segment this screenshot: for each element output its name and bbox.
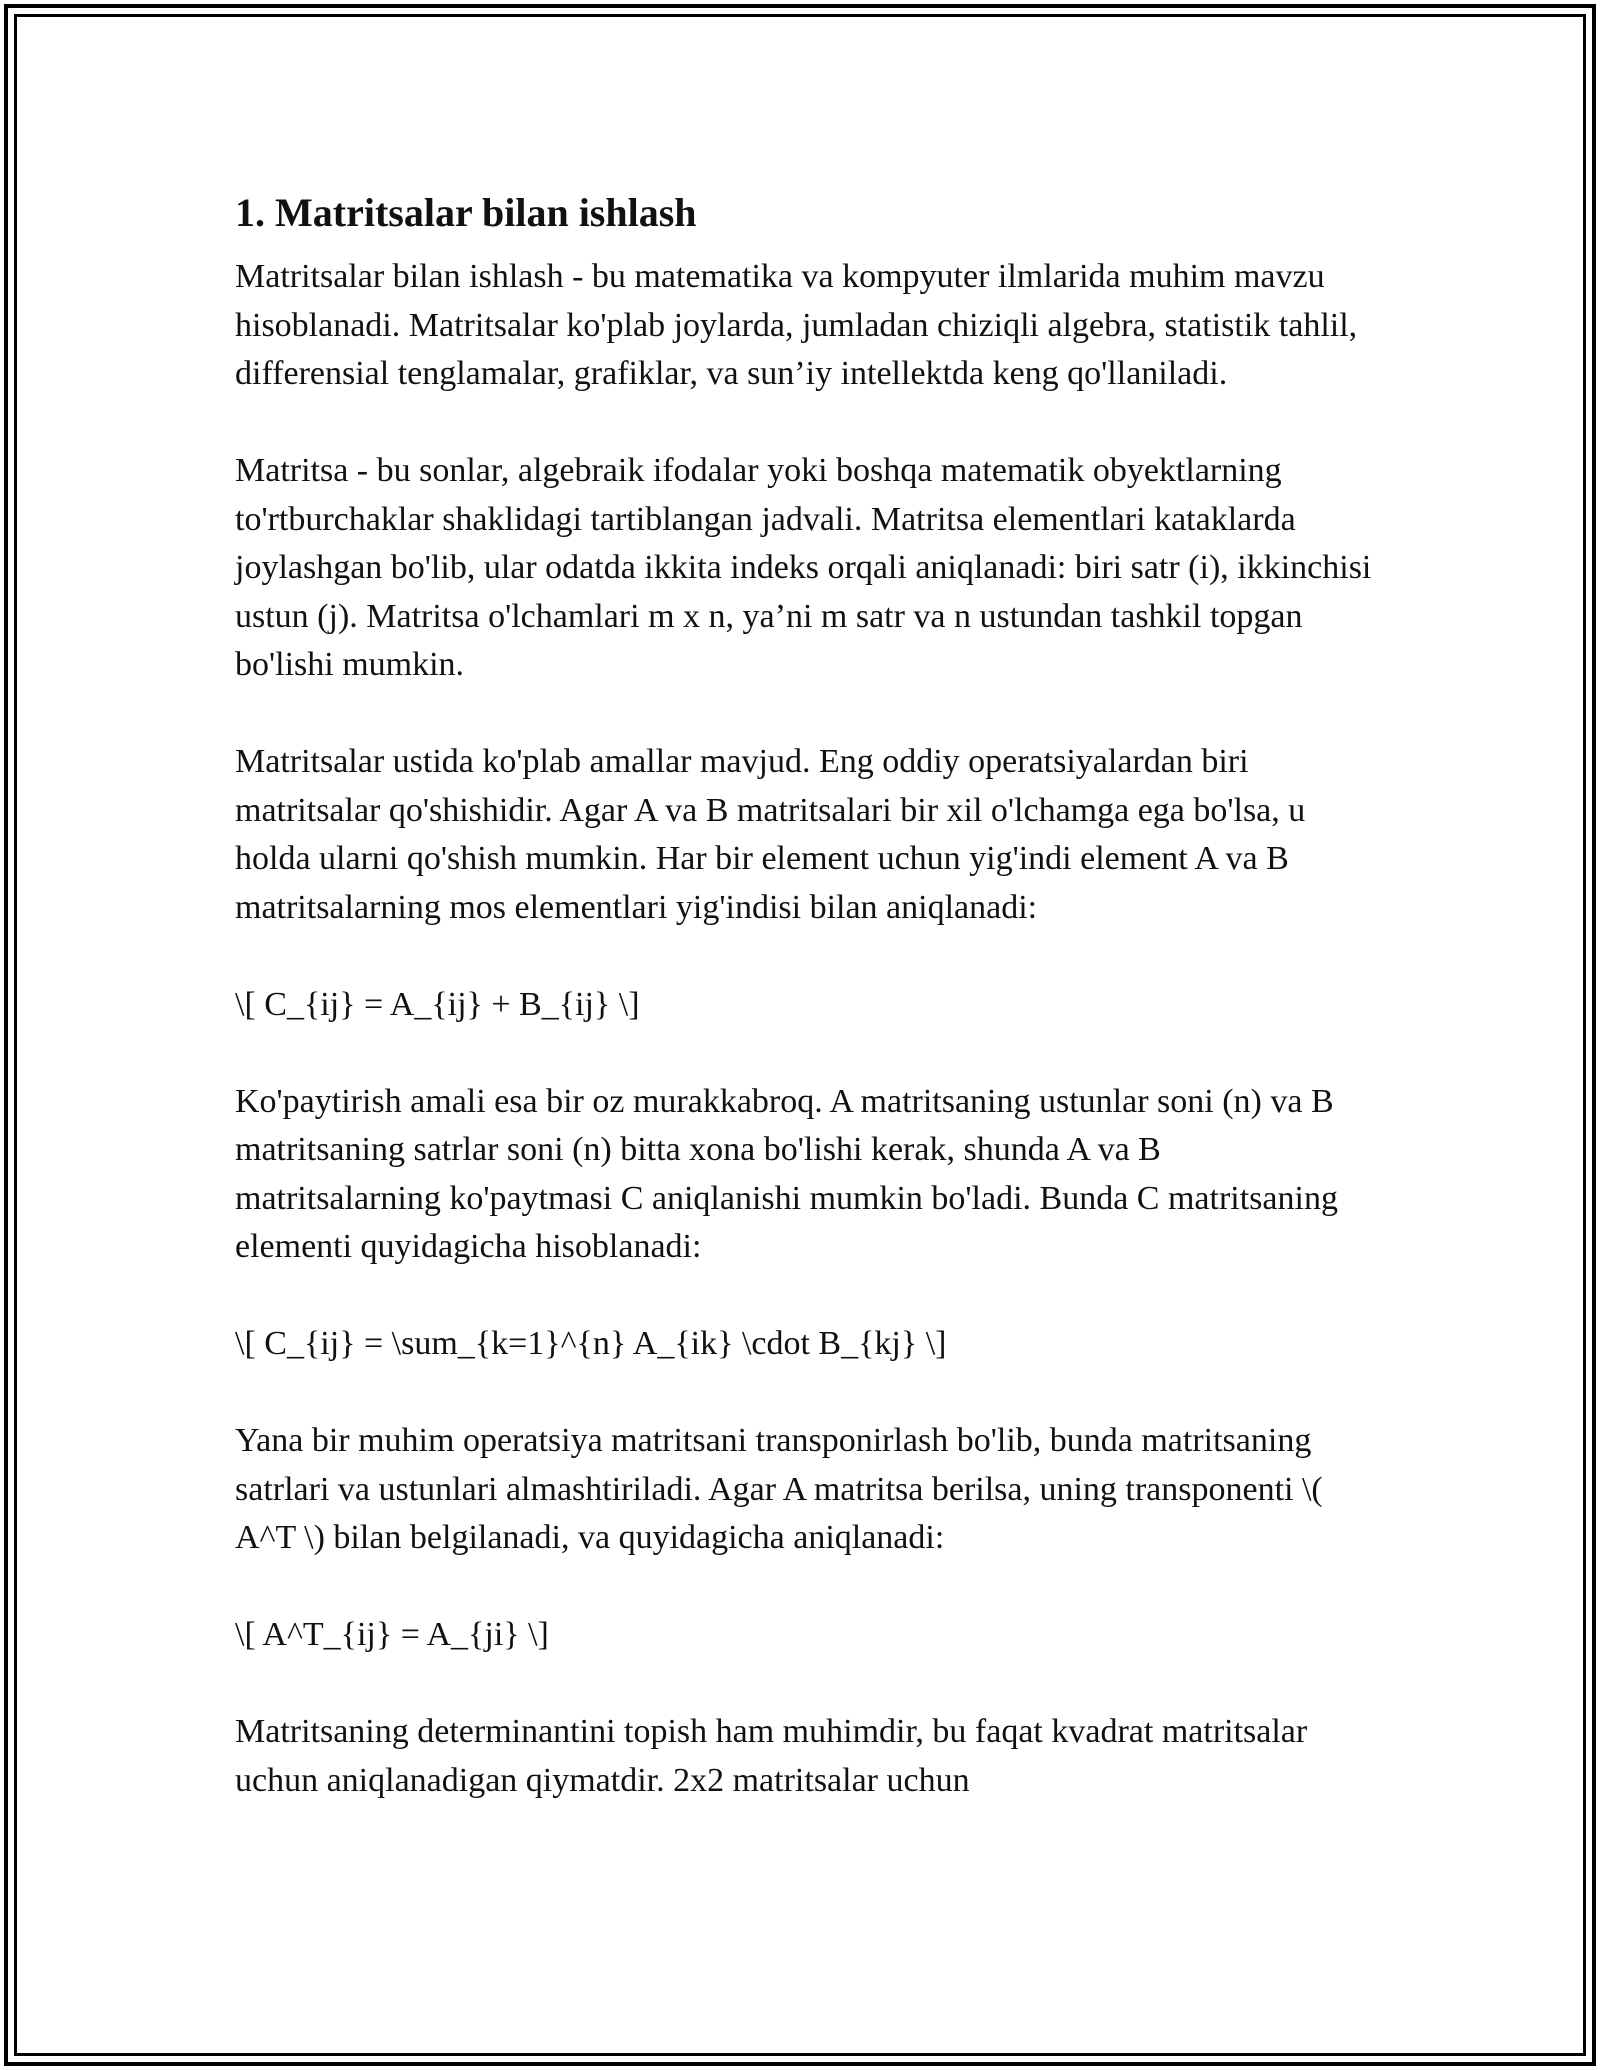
section-heading: 1. Matritsalar bilan ishlash: [235, 190, 697, 235]
spacer: [235, 932, 1375, 981]
paragraph-transpose: Yana bir muhim operatsiya matritsani transponirlash bo'lib, bunda matritsaning satrlari va ustunlari almashtiriladi. Agar A matritsa berilsa, uning transponenti \( A^T \) bilan belgilanadi, va quyidagicha aniqlanadi:: [235, 1422, 1323, 1556]
spacer: [235, 1029, 1375, 1078]
spacer: [235, 1369, 1375, 1418]
formula-addition: \[ C_{ij} = A_{ij} + B_{ij} \]: [235, 985, 640, 1023]
spacer: [235, 690, 1375, 739]
formula-transpose: \[ A^T_{ij} = A_{ji} \]: [235, 1616, 549, 1653]
spacer: [235, 1272, 1375, 1321]
paragraph-addition: Matritsalar ustida ko'plab amallar mavjud. Eng oddiy operatsiyalardan biri matritsalar qo'shishidir. Agar A va B matritsalari bir xil o'lchamga ega bo'lsa, u holda ularni qo'shish mumkin. Har bir element uchun yig'indi element A va B matritsalarning mos elementlari yig'indisi bilan aniqlanadi:: [235, 743, 1306, 926]
spacer: [235, 399, 1375, 448]
document-body: [235, 185, 1375, 1805]
paragraph-intro: Matritsalar bilan ishlash - bu matematika va kompyuter ilmlarida muhim mavzu hisoblanadi. Matritsalar ko'plab joylarda, jumladan chiziqli algebra, statistik tahlil, differensial tenglamalar, grafiklar, va sun’iy intellektda keng qo'llaniladi.: [235, 258, 1358, 392]
formula-multiplication: \[ C_{ij} = \sum_{k=1}^{n} A_{ik} \cdot B_{kj} \]: [235, 1325, 947, 1362]
paragraph-multiplication: Ko'paytirish amali esa bir oz murakkabroq. A matritsaning ustunlar soni (n) va B matritsaning satrlar soni (n) bitta xona bo'lishi kerak, shunda A va B matritsalarning ko'paytmasi C aniqlanishi mumkin bo'ladi. Bunda C matritsaning elementi quyidagicha hisoblanadi:: [235, 1082, 1338, 1265]
paragraph-matrix-definition: Matritsa - bu sonlar, algebraik ifodalar yoki boshqa matematik obyektlarning to'rtburchaklar shaklidagi tartiblangan jadvali. Matritsa elementlari kataklarda joylashgan bo'lib, ular odatda ikkita indeks orqali aniqlanadi: biri satr (i), ikkinchisi ustun (j). Matritsa o'lchamlari m x n, ya’ni m satr va n ustundan tashkil topgan bo'lishi mumkin.: [235, 452, 1372, 683]
spacer: [235, 241, 1375, 253]
spacer: [235, 1660, 1375, 1709]
spacer: [235, 1563, 1375, 1612]
paragraph-determinant: Matritsaning determinantini topish ham muhimdir, bu faqat kvadrat matritsalar uchun aniqlanadigan qiymatdir. 2x2 matritsalar uchun: [235, 1713, 1308, 1799]
